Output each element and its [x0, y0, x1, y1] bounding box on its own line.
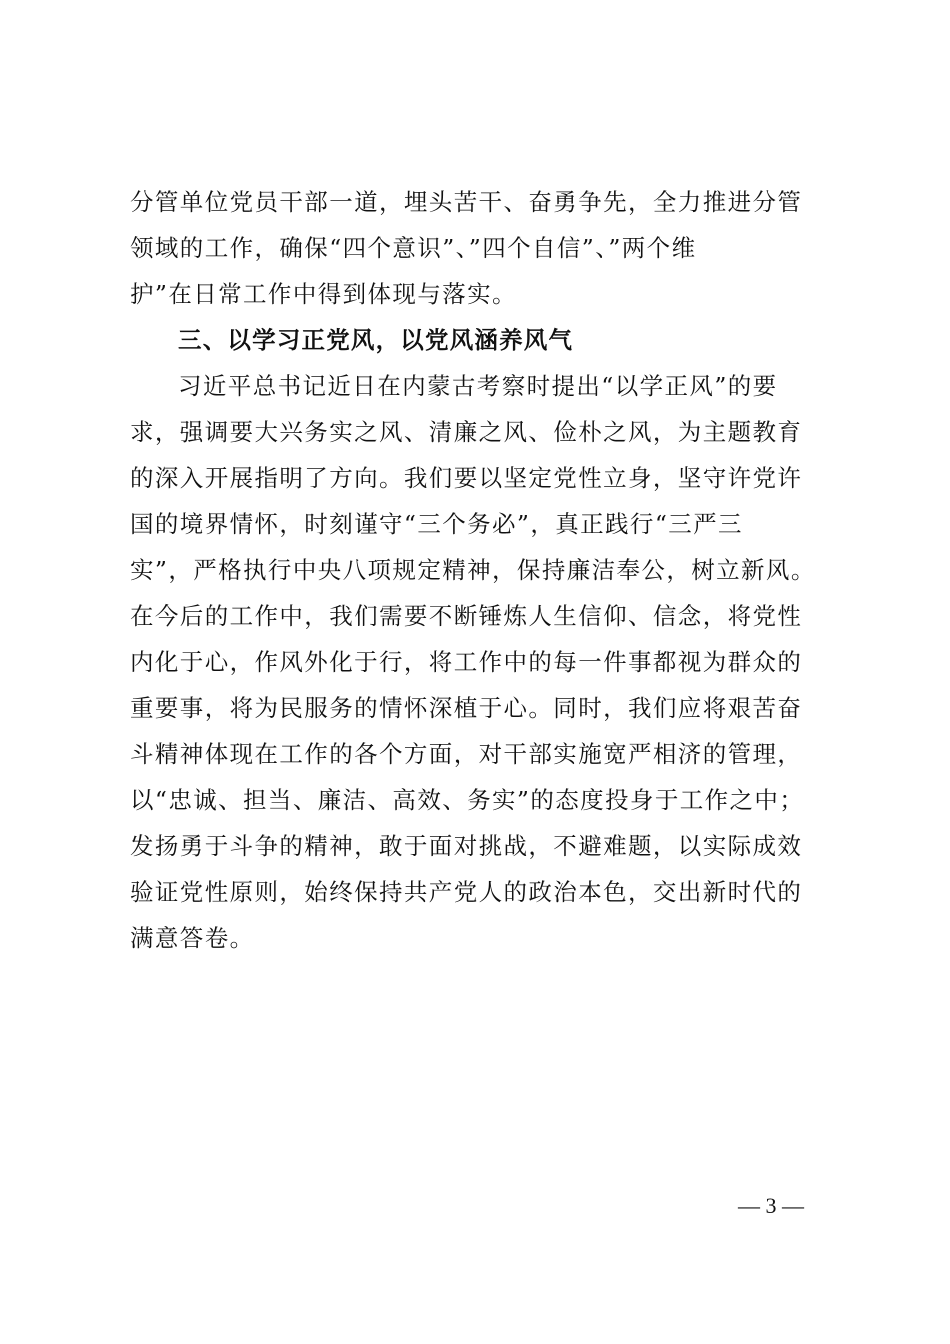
paragraph-2-line-13: 满意答卷。: [130, 924, 255, 952]
paragraph-2-line-8: 重要事，将为民服务的情怀深植于心。同时，我们应将艰苦奋: [130, 694, 803, 722]
paragraph-2-line-6: 在今后的工作中，我们需要不断锤炼人生信仰、信念，将党性: [130, 602, 803, 630]
paragraph-2-line-4: 国的境界情怀，时刻谨守“三个务必”，真正践行“三严三: [130, 510, 743, 538]
paragraph-2-line-11: 发扬勇于斗争的精神，敢于面对挑战，不避难题，以实际成效: [130, 832, 803, 860]
paragraph-2-line-5: 实”，严格执行中央八项规定精神，保持廉洁奉公，树立新风。: [130, 556, 816, 584]
paragraph-2-line-12: 验证党性原则，始终保持共产党人的政治本色，交出新时代的: [130, 878, 803, 906]
paragraph-1-line-1: 分管单位党员干部一道，埋头苦干、奋勇争先，全力推进分管: [130, 188, 803, 216]
paragraph-1-line-2: 领域的工作，确保“四个意识”、”四个自信”、”两个维: [130, 234, 697, 262]
paragraph-2-line-2: 求，强调要大兴务实之风、清廉之风、俭朴之风，为主题教育: [130, 418, 803, 446]
paragraph-2-line-3: 的深入开展指明了方向。我们要以坚定党性立身，坚守许党许: [130, 464, 803, 492]
paragraph-2-line-7: 内化于心，作风外化于行，将工作中的每一件事都视为群众的: [130, 648, 803, 676]
paragraph-2-line-10: 以“忠诚、担当、廉洁、高效、务实”的态度投身于工作之中；: [130, 786, 805, 814]
paragraph-2-line-9: 斗精神体现在工作的各个方面，对干部实施宽严相济的管理，: [130, 740, 803, 768]
paragraph-2-line-1: 习近平总书记近日在内蒙古考察时提出“以学正风”的要: [178, 372, 778, 400]
paragraph-1-line-3: 护”在日常工作中得到体现与落实。: [130, 280, 517, 308]
page-number: — 3 —: [738, 1193, 804, 1218]
section-heading: 三、以学习正党风，以党风涵养风气: [178, 326, 574, 354]
